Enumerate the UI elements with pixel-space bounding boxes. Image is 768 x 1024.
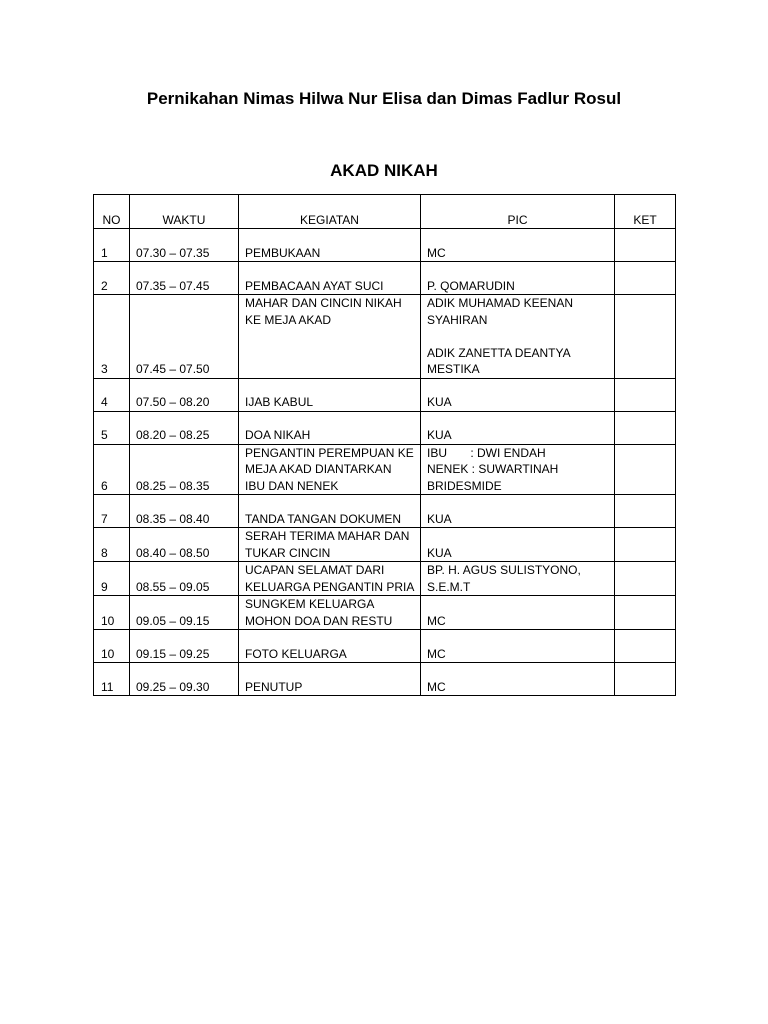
pic-line: KUA bbox=[427, 545, 452, 560]
cell-no: 3 bbox=[94, 295, 130, 379]
cell-kegiatan bbox=[239, 630, 421, 663]
cell-ket bbox=[615, 495, 676, 528]
pic-line: BRIDESMIDE bbox=[427, 478, 502, 493]
table-row bbox=[94, 295, 676, 379]
column-header-no: NO bbox=[94, 195, 130, 229]
cell-pic bbox=[421, 663, 615, 696]
pic-line bbox=[427, 328, 614, 345]
cell-waktu: 09.15 – 09.25 bbox=[130, 630, 239, 663]
cell-waktu: 09.25 – 09.30 bbox=[130, 663, 239, 696]
column-header-pic: PIC bbox=[421, 195, 615, 229]
pic-line: BP. H. AGUS SULISTYONO, bbox=[427, 563, 581, 577]
table-row bbox=[94, 596, 676, 630]
kegiatan-line: MAHAR DAN CINCIN NIKAH bbox=[245, 296, 402, 310]
section-title: AKAD NIKAH bbox=[330, 161, 438, 180]
kegiatan-line: TANDA TANGAN DOKUMEN bbox=[245, 511, 402, 526]
kegiatan-line: SUNGKEM KELUARGA bbox=[245, 597, 375, 611]
cell-kegiatan bbox=[239, 229, 421, 262]
table-row bbox=[94, 562, 676, 596]
cell-kegiatan bbox=[239, 495, 421, 528]
cell-waktu: 08.20 – 08.25 bbox=[130, 411, 239, 444]
cell-waktu: 08.55 – 09.05 bbox=[130, 562, 239, 596]
cell-pic bbox=[421, 630, 615, 663]
pic-line: SYAHIRAN bbox=[427, 312, 488, 327]
cell-no: 5 bbox=[94, 411, 130, 444]
cell-no: 9 bbox=[94, 562, 130, 596]
kegiatan-line: MEJA AKAD DIANTARKAN bbox=[245, 462, 392, 476]
cell-kegiatan bbox=[239, 663, 421, 696]
cell-kegiatan bbox=[239, 411, 421, 444]
table-row bbox=[94, 229, 676, 262]
cell-ket bbox=[615, 444, 676, 495]
cell-pic bbox=[421, 295, 615, 379]
cell-ket bbox=[615, 378, 676, 411]
cell-waktu: 07.35 – 07.45 bbox=[130, 262, 239, 295]
cell-no: 4 bbox=[94, 378, 130, 411]
cell-kegiatan bbox=[239, 528, 421, 562]
cell-kegiatan bbox=[239, 295, 421, 379]
cell-waktu: 08.25 – 08.35 bbox=[130, 444, 239, 495]
cell-no: 7 bbox=[94, 495, 130, 528]
cell-ket bbox=[615, 295, 676, 379]
table-row bbox=[94, 528, 676, 562]
pic-line: MC bbox=[427, 245, 446, 260]
kegiatan-line: PENGANTIN PEREMPUAN KE bbox=[245, 445, 414, 460]
kegiatan-line: PEMBACAAN AYAT SUCI bbox=[245, 278, 384, 293]
cell-kegiatan bbox=[239, 596, 421, 630]
table-row bbox=[94, 262, 676, 295]
cell-ket bbox=[615, 528, 676, 562]
kegiatan-line: KELUARGA PENGANTIN PRIA bbox=[245, 579, 415, 594]
kegiatan-line: PEMBUKAAN bbox=[245, 245, 321, 260]
pic-line: MC bbox=[427, 646, 446, 661]
kegiatan-line: TUKAR CINCIN bbox=[245, 545, 331, 560]
cell-pic bbox=[421, 411, 615, 444]
kegiatan-line: IBU DAN NENEK bbox=[245, 478, 339, 493]
cell-ket bbox=[615, 562, 676, 596]
cell-waktu: 07.30 – 07.35 bbox=[130, 229, 239, 262]
column-header-ket: KET bbox=[615, 195, 676, 229]
cell-pic bbox=[421, 528, 615, 562]
cell-no: 2 bbox=[94, 262, 130, 295]
cell-ket bbox=[615, 229, 676, 262]
cell-ket bbox=[615, 596, 676, 630]
cell-kegiatan bbox=[239, 262, 421, 295]
pic-line: S.E.M.T bbox=[427, 579, 471, 594]
cell-pic bbox=[421, 444, 615, 495]
pic-line: KUA bbox=[427, 511, 452, 526]
cell-kegiatan bbox=[239, 378, 421, 411]
table-row bbox=[94, 663, 676, 696]
kegiatan-line: DOA NIKAH bbox=[245, 428, 311, 442]
kegiatan-line: SERAH TERIMA MAHAR DAN bbox=[245, 529, 410, 543]
pic-line: ADIK MUHAMAD KEENAN bbox=[427, 296, 574, 310]
table-row bbox=[94, 495, 676, 528]
kegiatan-line: PENUTUP bbox=[245, 679, 303, 694]
cell-pic bbox=[421, 378, 615, 411]
kegiatan-line: IJAB KABUL bbox=[245, 395, 314, 409]
cell-no: 1 bbox=[94, 229, 130, 262]
kegiatan-line: FOTO KELUARGA bbox=[245, 646, 347, 661]
cell-waktu: 08.40 – 08.50 bbox=[130, 528, 239, 562]
cell-ket bbox=[615, 630, 676, 663]
table-row bbox=[94, 444, 676, 495]
cell-no: 10 bbox=[94, 630, 130, 663]
kegiatan-line: MOHON DOA DAN RESTU bbox=[245, 613, 393, 628]
cell-no: 8 bbox=[94, 528, 130, 562]
pic-line: MESTIKA bbox=[427, 362, 480, 376]
cell-pic bbox=[421, 262, 615, 295]
pic-line: KUA bbox=[427, 395, 452, 409]
cell-kegiatan bbox=[239, 444, 421, 495]
cell-waktu: 09.05 – 09.15 bbox=[130, 596, 239, 630]
pic-line: NENEK : SUWARTINAH bbox=[427, 462, 559, 476]
pic-line: MC bbox=[427, 613, 446, 628]
cell-ket bbox=[615, 262, 676, 295]
pic-line: IBU : DWI ENDAH bbox=[427, 445, 546, 460]
cell-pic bbox=[421, 562, 615, 596]
cell-waktu: 07.45 – 07.50 bbox=[130, 295, 239, 379]
cell-pic bbox=[421, 495, 615, 528]
column-header-waktu: WAKTU bbox=[130, 195, 239, 229]
cell-pic bbox=[421, 596, 615, 630]
table-row bbox=[94, 378, 676, 411]
pic-line: ADIK ZANETTA DEANTYA bbox=[427, 345, 571, 360]
cell-pic bbox=[421, 229, 615, 262]
cell-kegiatan bbox=[239, 562, 421, 596]
document-title: Pernikahan Nimas Hilwa Nur Elisa dan Dimas Fadlur Rosul bbox=[146, 89, 622, 108]
cell-no: 6 bbox=[94, 444, 130, 495]
table-header-row bbox=[94, 195, 676, 229]
table-row bbox=[94, 630, 676, 663]
kegiatan-line: UCAPAN SELAMAT DARI bbox=[245, 563, 385, 577]
cell-waktu: 07.50 – 08.20 bbox=[130, 378, 239, 411]
schedule-table bbox=[93, 194, 676, 696]
pic-line: MC bbox=[427, 679, 446, 694]
cell-no: 10 bbox=[94, 596, 130, 630]
cell-ket bbox=[615, 411, 676, 444]
cell-ket bbox=[615, 663, 676, 696]
kegiatan-line: KE MEJA AKAD bbox=[245, 312, 332, 327]
table-row bbox=[94, 411, 676, 444]
cell-waktu: 08.35 – 08.40 bbox=[130, 495, 239, 528]
pic-line: P. QOMARUDIN bbox=[427, 278, 515, 293]
cell-no: 11 bbox=[94, 663, 130, 696]
column-header-kegiatan: KEGIATAN bbox=[239, 195, 421, 229]
pic-line: KUA bbox=[427, 428, 452, 442]
schedule-body bbox=[94, 229, 676, 696]
